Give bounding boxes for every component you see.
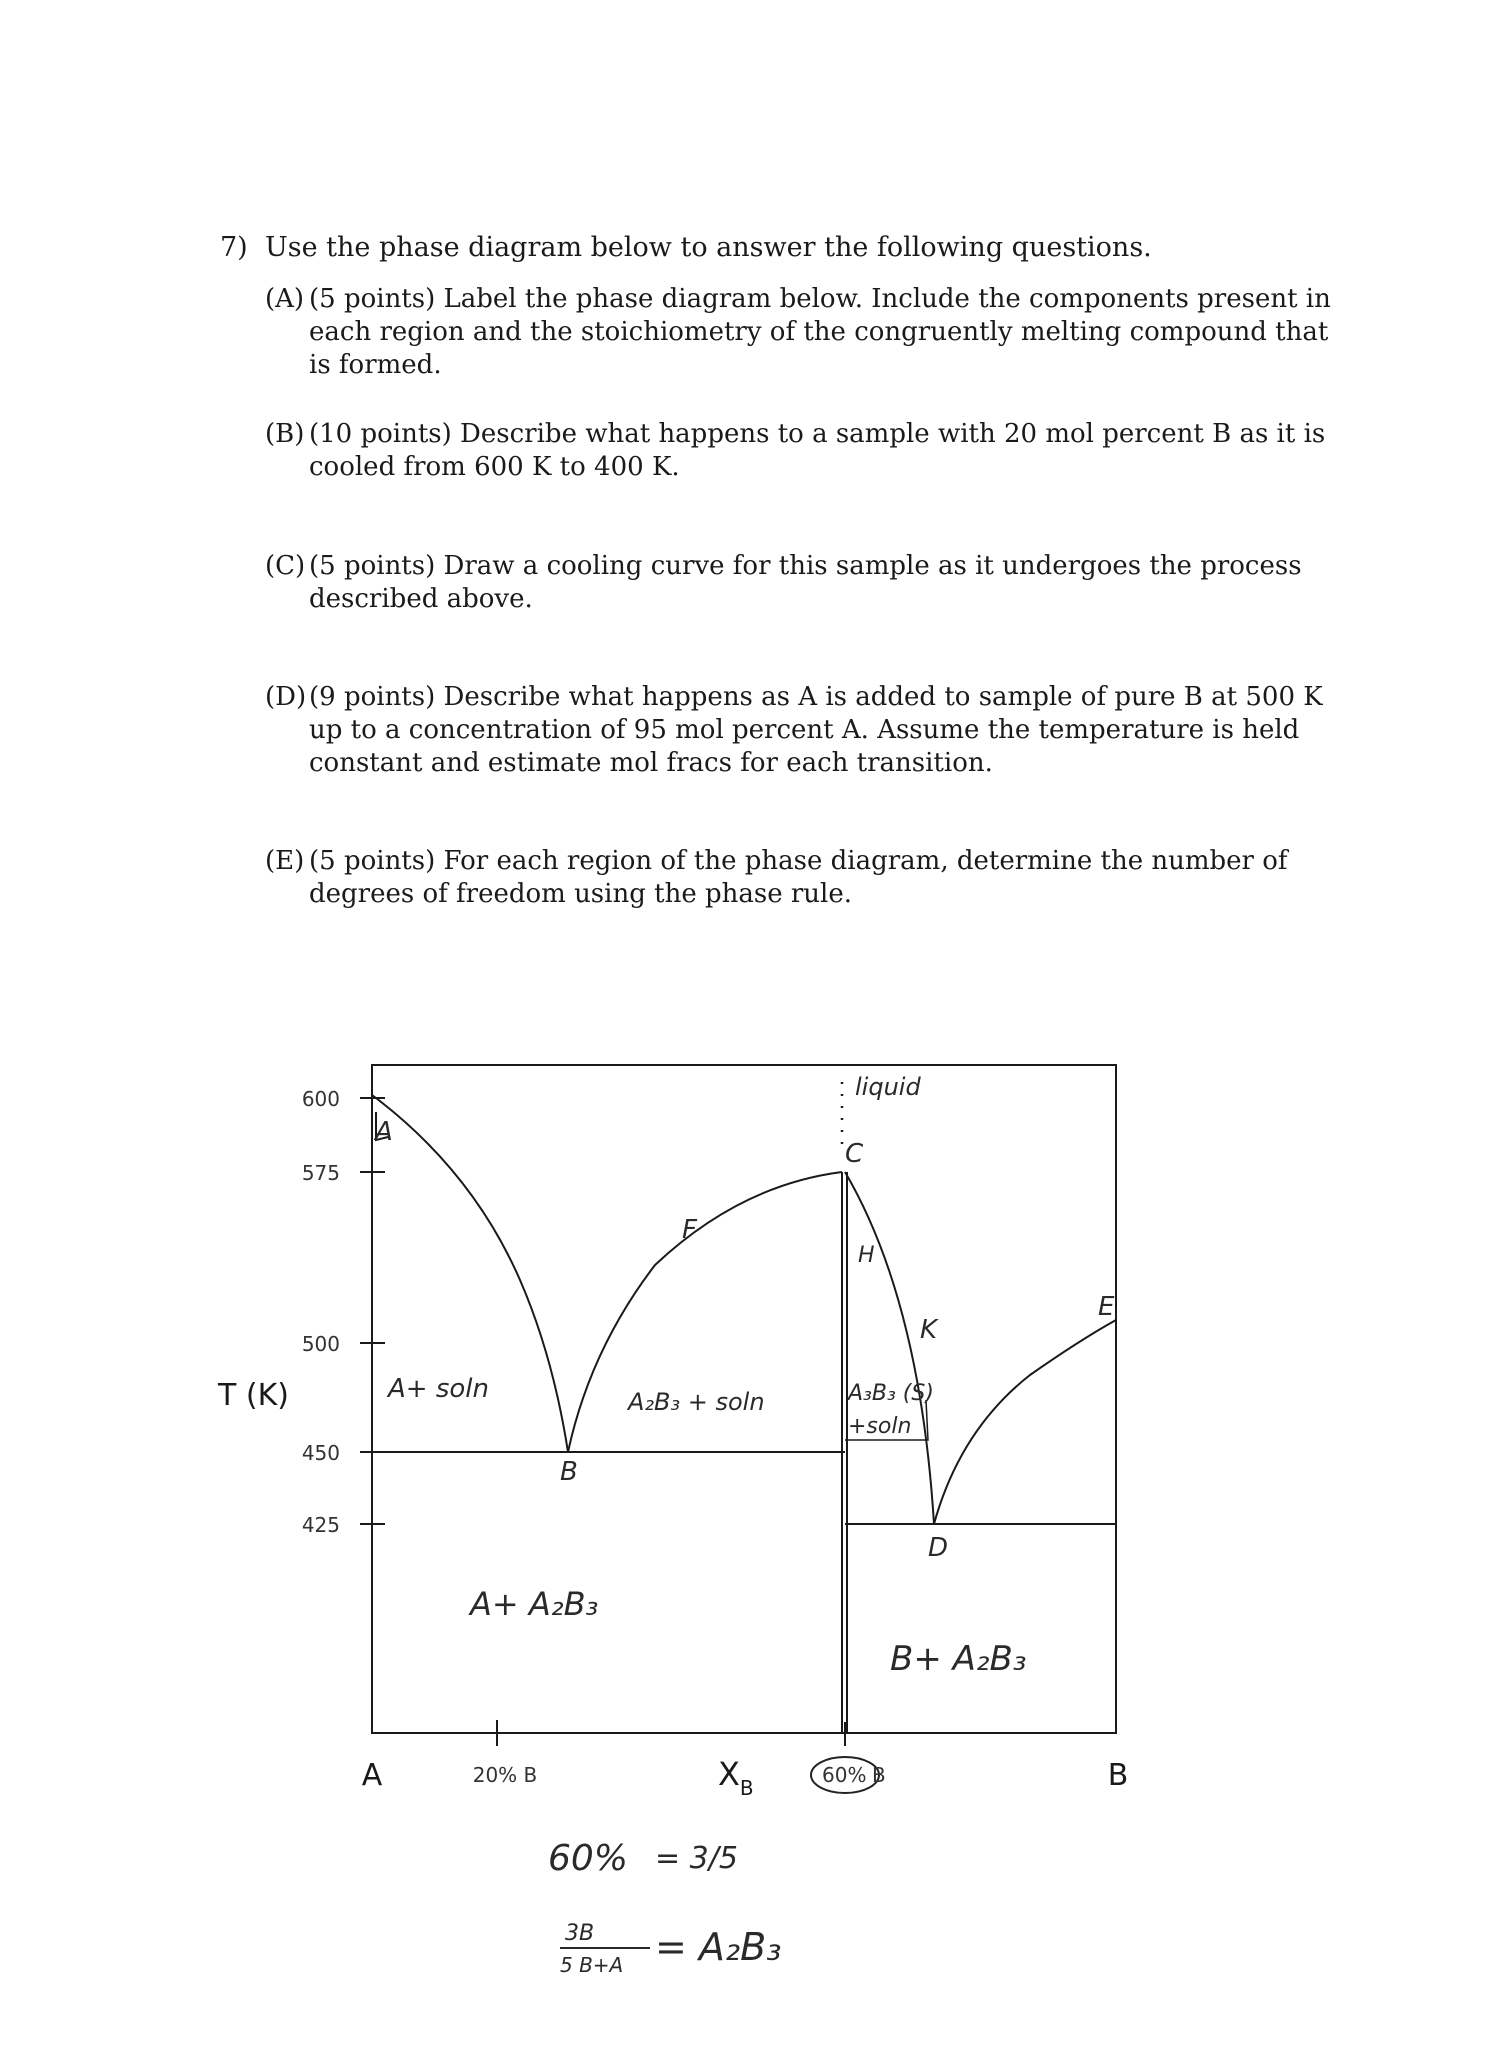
region-a-soln: A+ soln [388, 1374, 489, 1404]
part-a-label: (A) [265, 284, 305, 314]
part-b-label: (B) [265, 419, 305, 449]
x-tick-60-suffix: B [872, 1763, 886, 1787]
part-b-line-1: (10 points) Describe what happens to a sample with 20 mol percent B as it is [309, 419, 1326, 449]
x-tick-20: 20% B [472, 1763, 538, 1787]
region-a2b3-soln: A₂B₃ + soln [628, 1388, 765, 1416]
point-k-label: K [920, 1315, 938, 1345]
part-e-line-1: (5 points) For each region of the phase diagram, determine the number of [309, 846, 1288, 876]
work-fraction-num: 3B [565, 1921, 595, 1946]
x-axis-subscript: B [739, 1776, 754, 1800]
y-tick-450: 450 [301, 1441, 340, 1465]
point-d-label: D [928, 1533, 949, 1563]
part-d-line-3: constant and estimate mol fracs for each transition. [309, 748, 993, 778]
y-tick-600: 600 [301, 1087, 340, 1111]
work-fraction-den: 5 B+A [560, 1953, 624, 1977]
point-e-label: E [1098, 1292, 1115, 1322]
part-c-line-1: (5 points) Draw a cooling curve for this sample as it undergoes the process [309, 551, 1302, 581]
point-b-label: B [560, 1457, 578, 1487]
part-c-line-2: described above. [309, 584, 533, 614]
part-d-label: (D) [265, 682, 307, 712]
x-axis-label: $X_B$ [718, 1755, 754, 1800]
point-h-label: H [858, 1243, 875, 1268]
liquidus-d-to-e [934, 1320, 1116, 1524]
point-f-label: F [682, 1215, 697, 1245]
work-three-fifths: = 3/5 [655, 1841, 738, 1876]
question-number: 7) [220, 232, 248, 263]
x-right-label: B [1107, 1758, 1129, 1793]
y-axis-label: T (K) [218, 1378, 289, 1413]
part-a-line-3: is formed. [309, 350, 442, 380]
work-60-percent: 60% [548, 1838, 629, 1879]
part-a-line-1: (5 points) Label the phase diagram below. Include the components present in [309, 284, 1331, 314]
x-tick-60: 60% [822, 1763, 867, 1787]
question-intro: Use the phase diagram below to answer the following questions. [265, 232, 1152, 263]
part-d-line-1: (9 points) Describe what happens as A is added to sample of pure B at 500 K [309, 682, 1323, 712]
region-liquid: liquid [855, 1073, 921, 1101]
liquidus-c-to-d [845, 1172, 934, 1524]
work-result: = A₂B₃ [655, 1925, 782, 1969]
y-tick-425: 425 [301, 1513, 340, 1537]
part-e-line-2: degrees of freedom using the phase rule. [309, 879, 852, 909]
region-a3b3-soln-line1: A₃B₃ (S) [848, 1381, 934, 1406]
part-b-line-2: cooled from 600 K to 400 K. [309, 452, 680, 482]
part-a-line-2: each region and the stoichiometry of the congruently melting compound that [309, 317, 1329, 347]
part-e-label: (E) [265, 846, 305, 876]
part-c-label: (C) [265, 551, 306, 581]
x-left-label: A [361, 1758, 383, 1793]
point-a-label: A [375, 1117, 393, 1147]
y-tick-575: 575 [301, 1161, 340, 1185]
region-a-a2b3: A+ A₂B₃ [470, 1585, 599, 1623]
part-d-line-2: up to a concentration of 95 mol percent A. Assume the temperature is held [309, 715, 1300, 745]
region-b-a2b3: B+ A₂B₃ [890, 1639, 1027, 1679]
region-a3b3-soln-line2: +soln [848, 1414, 912, 1439]
point-c-label: C [845, 1139, 864, 1169]
y-tick-500: 500 [301, 1332, 340, 1356]
